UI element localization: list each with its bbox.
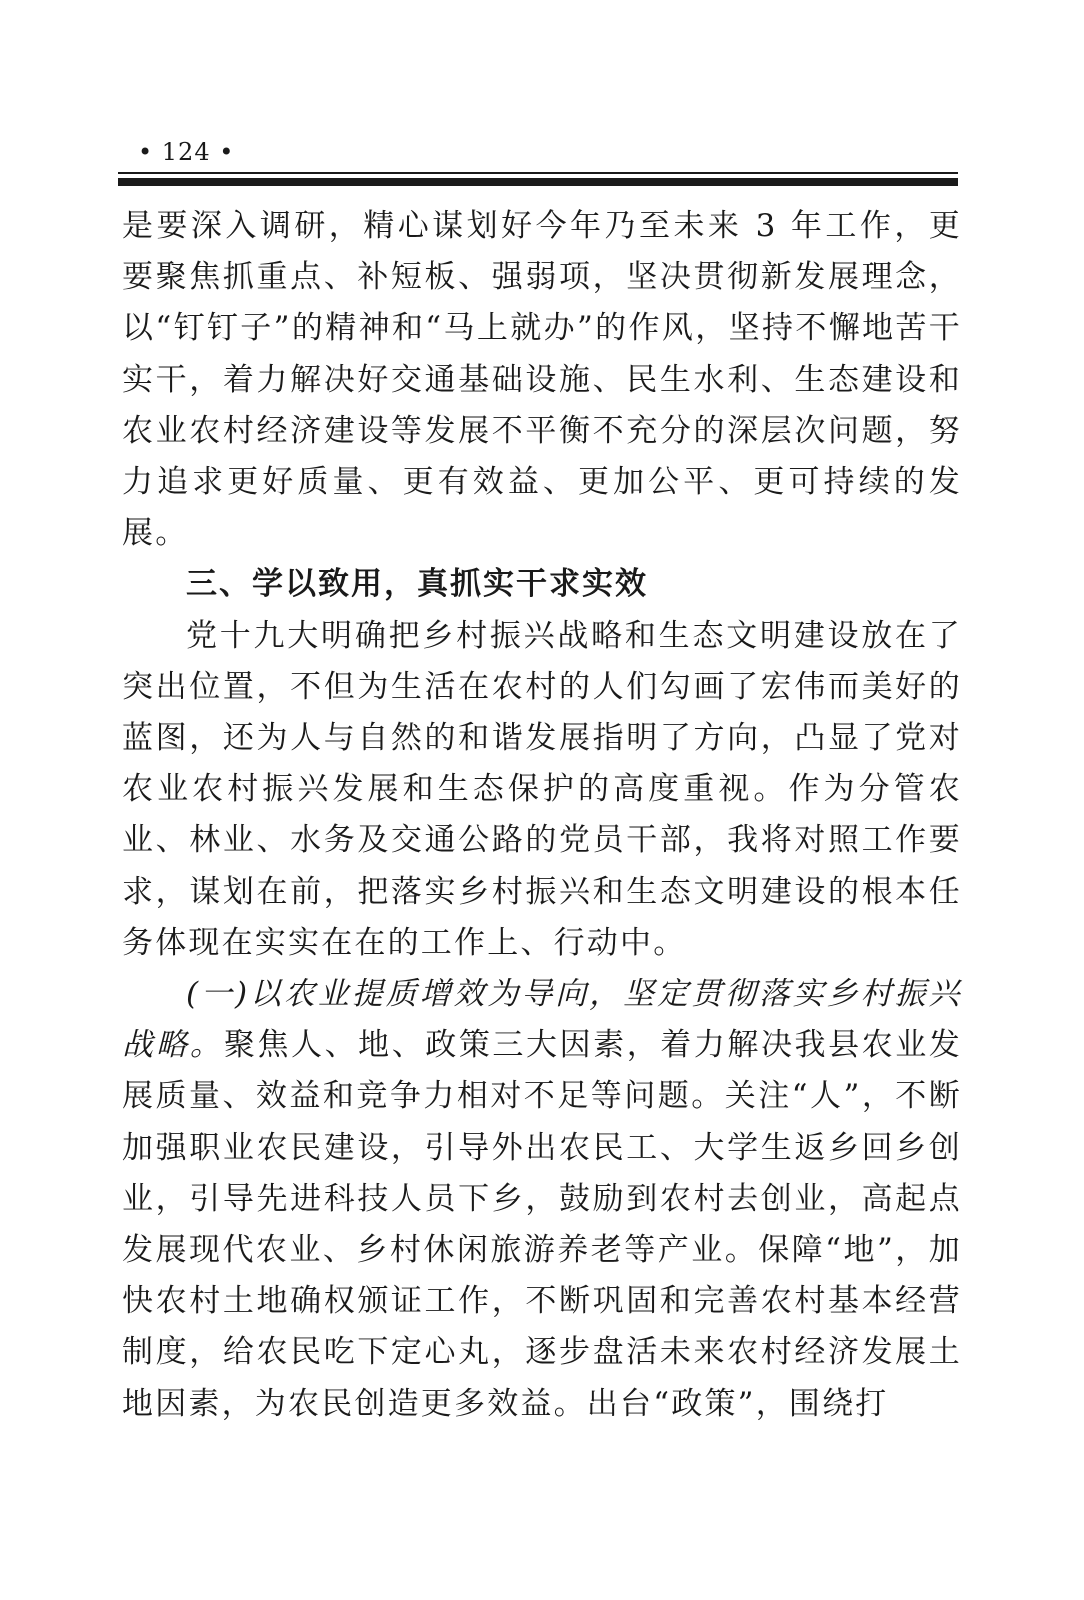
section-heading: 三、学以致用，真抓实干求实效 [186,566,648,603]
subsection-lead: (一)以农业提质增效为导向，坚定贯彻落实乡村振兴战略。 [122,976,962,1064]
body-text [122,201,962,1430]
subsection-text: 聚焦人、地、政策三大因素，着力解决我县农业发展质量、效益和竞争力相对不足等问题。关注“人”，不断加强职业农民建设，引导外出农民工、大学生返乡回乡创业，引导先进科技人员下乡，鼓励到农村去创业，高起点发展现代农业、乡村休闲旅游养老等产业。保障“地”，加快农村土地确权颁证工作，不断巩固和完善农村基本经营制度，给农民吃下定心丸，逐步盘活未来农村经济发展土地因素，为农民创造更多效益。出台“政策”，围绕打 [122,1027,962,1422]
page-number: • 124 • [138,138,235,166]
paragraph-continued: 是要深入调研，精心谋划好今年乃至未来 3 年工作，更要聚焦抓重点、补短板、强弱项，坚决贯彻新发展理念，以“钉钉子”的精神和“马上就办”的作风，坚持不懈地苦干实干，着力解决好交通基础设施、民生水利、生态建设和农业农村经济建设等发展不平衡不充分的深层次问题，努力追求更好质量、更有效益、更加公平、更可持续的发展。 [122,208,962,552]
paragraph-subsection [122,969,962,1430]
header-rule-thick [118,178,958,186]
header-rule-thin [118,172,958,174]
paragraph: 党十九大明确把乡村振兴战略和生态文明建设放在了突出位置，不但为生活在农村的人们勾画了宏伟而美好的蓝图，还为人与自然的和谐发展指明了方向，凸显了党对农业农村振兴发展和生态保护的高度重视。作为分管农业、林业、水务及交通公路的党员干部，我将对照工作要求，谋划在前，把落实乡村振兴和生态文明建设的根本任务体现在实实在在的工作上、行动中。 [122,617,962,961]
